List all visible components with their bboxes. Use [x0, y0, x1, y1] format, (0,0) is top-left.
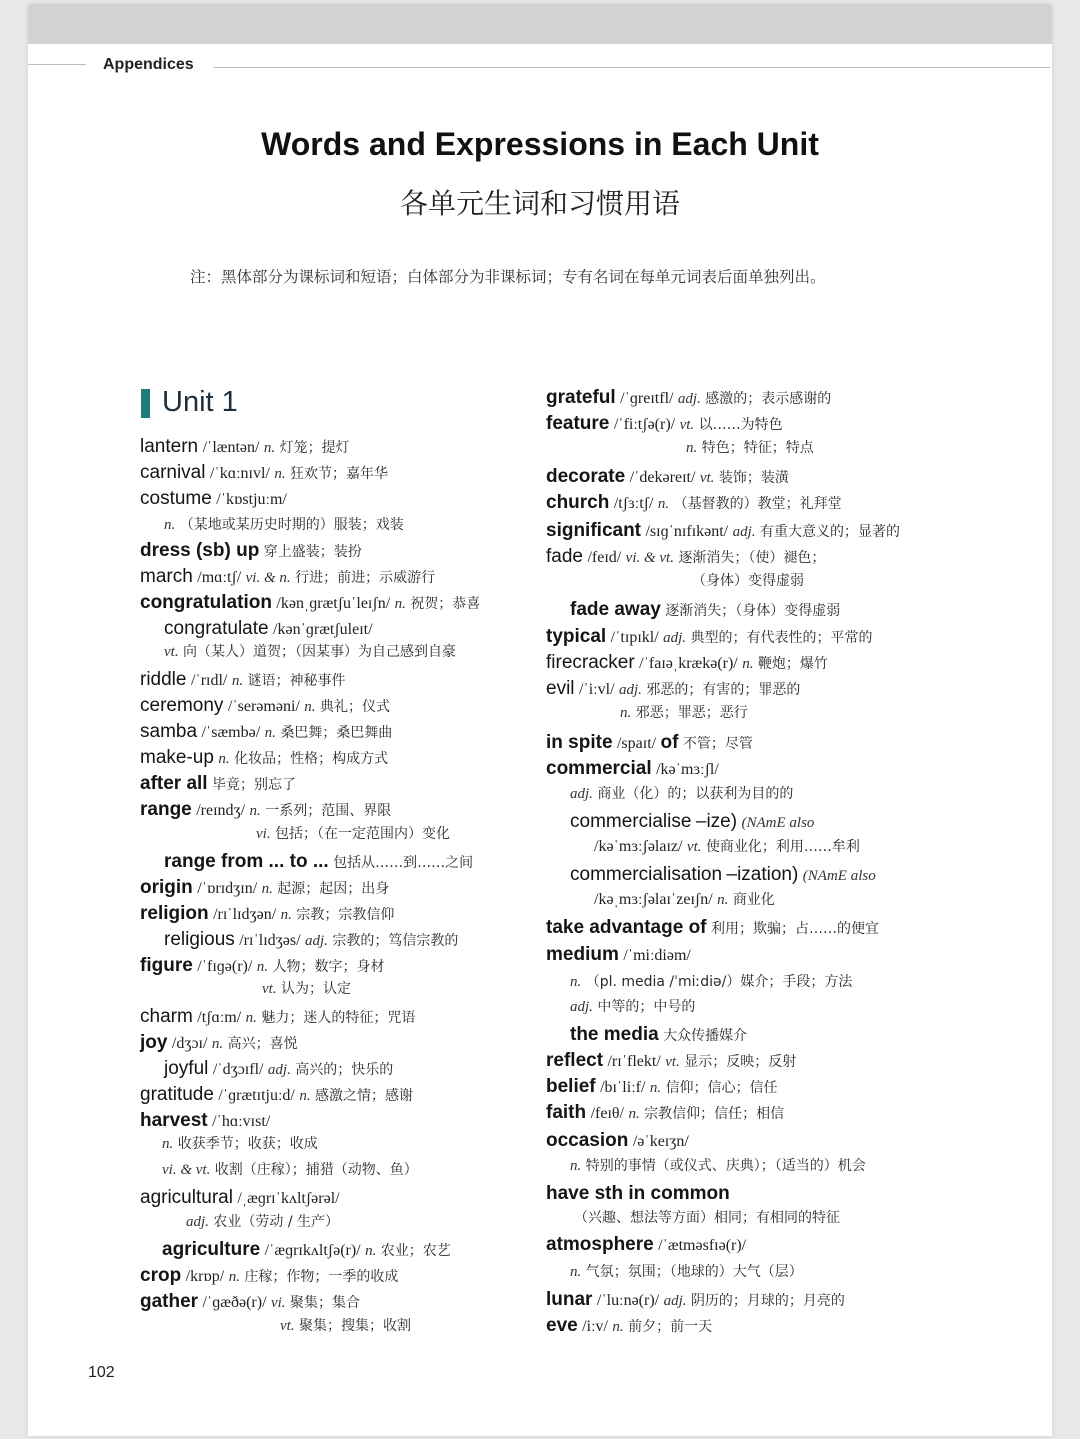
headword: church	[546, 492, 610, 513]
definition: 狂欢节；嘉年华	[290, 466, 389, 482]
part-of-speech: n.	[304, 699, 316, 715]
vocab-line	[570, 598, 840, 622]
vocab-line	[546, 1049, 796, 1073]
definition: 谜语；神秘事件	[247, 673, 346, 689]
part-of-speech: n.	[649, 1080, 662, 1096]
headword: fade	[546, 546, 583, 567]
definition: （身体）变得虚弱	[692, 573, 804, 589]
vocab-line	[140, 487, 287, 511]
headword: figure	[140, 955, 193, 976]
vocab-line	[546, 731, 753, 755]
headword: joy	[140, 1032, 168, 1053]
headword: joyful	[164, 1058, 209, 1079]
vocab-line	[570, 1154, 866, 1178]
phonetic: /feɪθ/	[590, 1105, 624, 1122]
part-of-speech: n.	[218, 751, 230, 767]
part-of-speech: vi.	[256, 826, 271, 842]
vocab-line	[546, 491, 842, 515]
part-of-speech: vt.	[164, 644, 179, 660]
headword: medium	[546, 944, 619, 965]
part-of-speech: n.	[256, 959, 269, 975]
vocab-line	[256, 822, 450, 846]
part-of-speech: n.	[612, 1319, 624, 1335]
headword: commercialise	[570, 811, 692, 832]
vocab-line	[140, 746, 388, 770]
phonetic: /tʃɜːtʃ/	[613, 495, 654, 512]
definition: 逐渐消失；（身体）变得虚弱	[665, 603, 841, 619]
part-of-speech: vt.	[280, 1318, 295, 1334]
part-of-speech: vt.	[679, 417, 695, 433]
definition: 典礼；仪式	[320, 699, 390, 715]
headword: religious	[164, 929, 235, 950]
headword: range from ... to ...	[164, 851, 329, 872]
header-rule-left	[28, 64, 86, 65]
definition: （基督教的）教堂；礼拜堂	[673, 496, 842, 512]
definition: 一系列；范围、界限	[265, 803, 392, 819]
phonetic: /ˈfɪɡə(r)/	[197, 958, 253, 975]
vocab-line	[164, 513, 404, 537]
part-of-speech: n.	[628, 1106, 640, 1122]
part-of-speech: vt.	[665, 1054, 680, 1070]
headword: costume	[140, 488, 212, 509]
part-of-speech: adj.	[732, 524, 756, 540]
vocab-line	[546, 465, 789, 489]
definition: 信仰；信心；信任	[665, 1080, 778, 1096]
headword: religion	[140, 903, 209, 924]
definition: 前夕；前一天	[628, 1319, 713, 1335]
vocab-line	[162, 1238, 451, 1262]
phonetic: /ˈdʒɔɪfl/	[212, 1061, 264, 1078]
definition: 向（某人）道贺；（因某事）为自己感到自豪	[183, 644, 457, 660]
definition: 感激之情；感谢	[315, 1088, 414, 1104]
vocab-line	[140, 720, 392, 744]
headword: gratitude	[140, 1084, 214, 1105]
headword: agriculture	[162, 1239, 261, 1260]
headword: congratulation	[140, 592, 272, 613]
phonetic: /rɪˈlɪdʒən/	[213, 906, 277, 923]
vocab-line	[546, 1314, 712, 1338]
part-of-speech: adj.	[570, 999, 593, 1015]
phonetic: /ˈiːvl/	[578, 681, 615, 698]
vocab-line	[164, 640, 456, 664]
definition: 聚集；集合	[290, 1295, 360, 1311]
headword: significant	[546, 520, 642, 541]
headword: eve	[546, 1315, 578, 1336]
definition: 邪恶的；有害的；罪恶的	[646, 682, 801, 698]
part-of-speech: adj.	[618, 682, 642, 698]
definition: 认为；认定	[281, 981, 352, 997]
phonetic: /ˈɡæðə(r)/	[202, 1294, 267, 1311]
vocab-line	[546, 519, 900, 543]
running-head: Appendices	[103, 56, 194, 73]
vocab-line	[164, 850, 473, 874]
note-text: 注：黑体部分为课标词和短语；白体部分为非课标词；专有名词在每单元词表后面单独列出。	[190, 268, 826, 286]
vocab-line	[140, 539, 362, 563]
phonetic: /ˈfiːtʃə(r)/	[613, 416, 676, 433]
part-of-speech: n.	[686, 440, 698, 456]
phonetic: /ˈsæmbə/	[201, 724, 261, 741]
definition: 宗教；宗教信仰	[296, 907, 395, 923]
definition: 特别的事情（或仪式、庆典）；（适当的）机会	[585, 1158, 866, 1174]
phonetic: /ˈætməsfɪə(r)/	[658, 1237, 747, 1254]
vocab-line	[570, 995, 695, 1019]
definition: 邪恶；罪恶；恶行	[635, 705, 748, 721]
headword: decorate	[546, 466, 626, 487]
vocab-line	[594, 835, 860, 859]
phonetic: /ˈmiːdiəm/	[623, 947, 691, 964]
definition: 化妆品；性格；构成方式	[234, 751, 389, 767]
part-of-speech: n.	[211, 1036, 224, 1052]
vocab-line	[692, 569, 804, 593]
headword: commercialisation	[570, 864, 723, 885]
definition: 人物；数字；身材	[272, 959, 385, 975]
phonetic: /ˈfaɪəˌkrækə(r)/	[639, 655, 738, 672]
definition: 收获季节；收获；收成	[177, 1136, 318, 1152]
headword-suffix: –ization)	[726, 864, 799, 885]
page-subtitle: 各单元生词和习惯用语	[399, 187, 680, 220]
vocab-line	[164, 617, 373, 641]
vocab-line	[140, 902, 394, 926]
vocab-line	[546, 625, 872, 649]
headword: congratulate	[164, 618, 269, 639]
phonetic: /dʒɔɪ/	[171, 1035, 208, 1052]
part-of-speech: vt.	[686, 839, 702, 855]
part-of-speech: adj.	[267, 1062, 291, 1078]
headword: firecracker	[546, 652, 635, 673]
part-of-speech: n.	[261, 881, 273, 897]
definition: 大众传播媒介	[663, 1028, 748, 1044]
vocab-line	[262, 977, 351, 1001]
definition: 商业化	[732, 892, 775, 908]
definition: 逐渐消失；（使）褪色；	[678, 550, 826, 566]
phonetic: /kənˌɡrætʃuˈleɪʃn/	[276, 595, 391, 612]
part-of-speech: n.	[394, 596, 406, 612]
vocab-line	[570, 1023, 747, 1047]
vocab-line	[686, 436, 814, 460]
headword: atmosphere	[546, 1234, 654, 1255]
definition: 宗教的；笃信宗教的	[332, 933, 459, 949]
part-of-speech: n.	[274, 466, 286, 482]
vocab-line	[546, 677, 800, 701]
headword: crop	[140, 1265, 182, 1286]
part-of-speech: adj.	[677, 391, 701, 407]
headword: reflect	[546, 1050, 604, 1071]
headword: gather	[140, 1291, 199, 1312]
vocab-line	[164, 1057, 393, 1081]
phonetic: /ˈɒrɪdʒɪn/	[197, 880, 258, 897]
definition: 祝贺；恭喜	[410, 596, 481, 612]
definition: 以……为特色	[698, 417, 783, 433]
phonetic: /ˈrɪdl/	[190, 672, 228, 689]
part-of-speech: n.	[231, 673, 244, 689]
part-of-speech: adj.	[570, 786, 593, 802]
header-rule-right	[214, 67, 1050, 68]
headword: ceremony	[140, 695, 224, 716]
vocab-line	[140, 435, 350, 459]
phonetic: /ˈtɪpɪkl/	[610, 629, 659, 646]
definition: 包括；（在一定范围内）变化	[275, 826, 451, 842]
part-of-speech: n.	[162, 1136, 174, 1152]
phonetic: /spaɪt/	[616, 735, 657, 752]
headword: the media	[570, 1024, 659, 1045]
definition: 包括从……到……之间	[333, 855, 474, 871]
phonetic: /bɪˈliːf/	[600, 1079, 646, 1096]
phonetic: /kəˈmɜːʃl/	[656, 761, 719, 778]
definition: 商业（化）的；以获利为目的的	[597, 786, 794, 802]
vocab-line	[140, 1109, 270, 1133]
definition: 收割（庄稼）；捕猎（动物、鱼）	[214, 1162, 418, 1178]
definition: （pl. media /ˈmiːdiə/）媒介；手段；方法	[585, 974, 853, 990]
headword: lunar	[546, 1289, 593, 1310]
headword: faith	[546, 1102, 587, 1123]
phonetic: /əˈkeɪʒn/	[632, 1133, 689, 1150]
vocab-line	[546, 757, 719, 781]
phonetic: /ˈkɑːnɪvl/	[209, 465, 270, 482]
part-of-speech: (NAmE also	[802, 868, 876, 884]
part-of-speech: n.	[620, 705, 632, 721]
part-of-speech: vt.	[699, 470, 715, 486]
phonetic: /ˈlæntən/	[202, 439, 260, 456]
vocab-line	[546, 412, 783, 436]
headword: range	[140, 799, 192, 820]
vocab-line	[140, 461, 388, 485]
headword: harvest	[140, 1110, 208, 1131]
headword: charm	[140, 1006, 193, 1027]
vocab-line	[546, 1075, 778, 1099]
definition: 桑巴舞；桑巴舞曲	[280, 725, 393, 741]
definition: 气氛；氛围；（地球的）大气（层）	[585, 1264, 803, 1280]
definition: 庄稼；作物；一季的收成	[244, 1269, 399, 1285]
definition: 聚集；搜集；收割	[299, 1318, 412, 1334]
vocab-line	[140, 591, 480, 615]
vocab-line	[570, 863, 876, 887]
vocab-line	[574, 1206, 840, 1230]
part-of-speech: n.	[657, 496, 670, 512]
headword-suffix: –ize)	[695, 811, 738, 832]
headword: typical	[546, 626, 607, 647]
vocab-line	[546, 1129, 689, 1153]
definition: （兴趣、想法等方面）相同；有相同的特征	[574, 1210, 840, 1226]
headword: fade away	[570, 599, 661, 620]
vocab-line	[140, 798, 391, 822]
headword-suffix: of	[660, 732, 679, 753]
vocab-line	[546, 1233, 746, 1257]
phonetic: /ˈæɡrɪkʌltʃə(r)/	[264, 1242, 361, 1259]
vocab-line	[140, 1186, 340, 1210]
part-of-speech: vi. & vt.	[162, 1162, 211, 1178]
vocab-line	[140, 1264, 398, 1288]
part-of-speech: n.	[365, 1243, 377, 1259]
phonetic: /ˈɡreɪtfl/	[620, 390, 674, 407]
part-of-speech: (NAmE also	[741, 815, 815, 831]
phonetic: /mɑːtʃ/	[197, 569, 242, 586]
textbook-page	[28, 4, 1052, 1436]
phonetic: /ˈkɒstjuːm/	[216, 491, 287, 508]
vocab-line	[570, 1260, 803, 1284]
headword: feature	[546, 413, 610, 434]
headword: after all	[140, 773, 208, 794]
vocab-line	[140, 694, 390, 718]
vocab-line	[546, 916, 879, 940]
definition: 穿上盛装；装扮	[263, 544, 362, 560]
phonetic: /ˈluːnə(r)/	[596, 1292, 660, 1309]
phonetic: /ˌæɡrɪˈkʌltʃərəl/	[237, 1190, 340, 1207]
vocab-line	[546, 545, 825, 569]
vocab-line	[140, 1290, 360, 1314]
headword: march	[140, 566, 193, 587]
part-of-speech: vi. & n.	[245, 570, 291, 586]
vocab-line	[140, 772, 296, 796]
phonetic: /krɒp/	[185, 1268, 225, 1285]
vocab-line	[186, 1210, 339, 1234]
phonetic: /kəˌmɜːʃəlaɪˈzeɪʃn/	[594, 891, 713, 908]
headword: commercial	[546, 758, 652, 779]
headword: samba	[140, 721, 198, 742]
vocab-line	[546, 1101, 784, 1125]
definition: 不管；尽管	[682, 736, 753, 752]
definition: 高兴的；快乐的	[295, 1062, 394, 1078]
part-of-speech: n.	[570, 1158, 582, 1174]
headword: take advantage of	[546, 917, 707, 938]
phonetic: /iːv/	[582, 1318, 608, 1335]
part-of-speech: adj.	[663, 630, 687, 646]
headword: lantern	[140, 436, 199, 457]
phonetic: /ˈserəməni/	[227, 698, 300, 715]
vocab-line	[570, 782, 793, 806]
phonetic: /rɪˈlɪdʒəs/	[239, 932, 301, 949]
headword: have sth in common	[546, 1183, 730, 1204]
part-of-speech: n.	[280, 907, 292, 923]
part-of-speech: n.	[164, 517, 176, 533]
definition: 毕竟；别忘了	[212, 777, 297, 793]
definition: 行进；前进；示威游行	[295, 570, 436, 586]
part-of-speech: n.	[742, 656, 754, 672]
part-of-speech: vi. & vt.	[625, 550, 674, 566]
part-of-speech: n.	[249, 803, 261, 819]
definition: 中等的；中号的	[597, 999, 696, 1015]
part-of-speech: adj.	[304, 933, 328, 949]
definition: 特色；特征；特点	[701, 440, 814, 456]
phonetic: /tʃɑːm/	[197, 1009, 242, 1026]
top-bar	[28, 4, 1052, 44]
definition: 魅力；迷人的特征；咒语	[261, 1010, 416, 1026]
phonetic: /ˈɡrætɪtjuːd/	[218, 1087, 295, 1104]
vocab-line	[546, 651, 828, 675]
vocab-line	[594, 888, 775, 912]
phonetic: /kəˈmɜːʃəlaɪz/	[594, 838, 683, 855]
part-of-speech: n.	[717, 892, 729, 908]
definition: 有重大意义的；显著的	[759, 524, 900, 540]
part-of-speech: n.	[570, 1264, 582, 1280]
headword: origin	[140, 877, 193, 898]
phonetic: /reɪndʒ/	[196, 802, 246, 819]
definition: 感激的；表示感谢的	[705, 391, 832, 407]
phonetic: /ˈhɑːvɪst/	[212, 1113, 271, 1130]
definition: 灯笼；提灯	[279, 440, 350, 456]
vocab-line	[140, 565, 435, 589]
part-of-speech: n.	[245, 1010, 257, 1026]
vocab-line	[570, 970, 852, 994]
definition: 起源；起因；出身	[277, 881, 390, 897]
phonetic: /kənˈɡrætʃuleɪt/	[273, 621, 373, 638]
vocab-line	[140, 668, 346, 692]
definition: 使商业化；利用……牟利	[705, 839, 860, 855]
definition: 高兴；喜悦	[227, 1036, 298, 1052]
definition: 显示；反映；反射	[684, 1054, 797, 1070]
phonetic: /rɪˈflekt/	[607, 1053, 661, 1070]
part-of-speech: n.	[263, 440, 276, 456]
part-of-speech: n.	[228, 1269, 240, 1285]
vocab-line	[140, 1083, 413, 1107]
phonetic: /ˈdekəreɪt/	[629, 469, 696, 486]
vocab-line	[280, 1314, 411, 1338]
headword: dress (sb) up	[140, 540, 260, 561]
headword: agricultural	[140, 1187, 233, 1208]
headword: occasion	[546, 1130, 629, 1151]
definition: 阴历的；月球的；月亮的	[690, 1293, 845, 1309]
definition: 利用；欺骗；占……的便宜	[710, 921, 879, 937]
vocab-line	[546, 386, 831, 410]
headword: carnival	[140, 462, 206, 483]
headword: grateful	[546, 387, 616, 408]
phonetic: /feɪd/	[587, 549, 622, 566]
part-of-speech: vi.	[270, 1295, 286, 1311]
part-of-speech: adj.	[663, 1293, 687, 1309]
part-of-speech: n.	[570, 974, 582, 990]
definition: 装饰；装潢	[718, 470, 789, 486]
part-of-speech: n.	[299, 1088, 311, 1104]
headword: belief	[546, 1076, 596, 1097]
definition: 宗教信仰；信任；相信	[644, 1106, 785, 1122]
page-number: 102	[88, 1364, 115, 1381]
vocab-line	[164, 928, 458, 952]
unit-marker-bar	[141, 389, 150, 418]
part-of-speech: n.	[264, 725, 276, 741]
vocab-line	[140, 876, 389, 900]
definition: （某地或某历史时期的）服装；戏装	[179, 517, 404, 533]
vocab-line	[162, 1132, 318, 1156]
headword: evil	[546, 678, 575, 699]
definition: 农业；农艺	[380, 1243, 451, 1259]
vocab-line	[620, 701, 748, 725]
vocab-line	[546, 1288, 845, 1312]
headword: riddle	[140, 669, 187, 690]
page-title: Words and Expressions in Each Unit	[261, 126, 819, 162]
vocab-line	[570, 810, 814, 834]
phonetic: /sɪɡˈnɪfɪkənt/	[645, 523, 729, 540]
definition: 典型的；有代表性的；平常的	[690, 630, 873, 646]
vocab-line	[140, 1031, 298, 1055]
vocab-line	[140, 954, 384, 978]
part-of-speech: adj.	[186, 1214, 209, 1230]
vocab-line	[546, 1182, 730, 1206]
headword: in spite	[546, 732, 613, 753]
part-of-speech: vt.	[262, 981, 277, 997]
definition: 农业（劳动 / 生产）	[213, 1214, 339, 1230]
vocab-line	[546, 943, 691, 967]
unit-title: Unit 1	[162, 386, 238, 418]
vocab-line	[162, 1158, 418, 1182]
headword: make-up	[140, 747, 214, 768]
vocab-line	[140, 1005, 415, 1029]
definition: 鞭炮；爆竹	[757, 656, 828, 672]
